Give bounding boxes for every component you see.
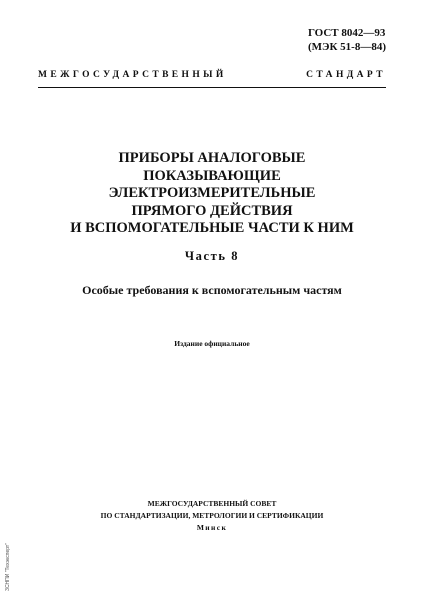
standard-number: ГОСТ 8042—93: [307, 27, 386, 39]
title-line: И ВСПОМОГАТЕЛЬНЫЕ ЧАСТИ К НИМ: [70, 220, 354, 236]
document-subtitle: Особые требования к вспомогательным частям: [82, 283, 342, 297]
standard-code-block: [308, 26, 386, 54]
document-title: [0, 150, 424, 238]
title-line: ПРЯМОГО ДЕЙСТВИЯ: [131, 202, 293, 219]
publisher-block: [0, 498, 424, 534]
title-line: ЭЛЕКТРОИЗМЕРИТЕЛЬНЫЕ: [108, 185, 316, 201]
iec-reference: (МЭК 51-8—84): [307, 41, 386, 53]
title-line: ПРИБОРЫ АНАЛОГОВЫЕ: [118, 150, 306, 166]
part-label: Часть 8: [184, 249, 240, 263]
publisher-line: ПО СТАНДАРТИЗАЦИИ, МЕТРОЛОГИИ И СЕРТИФИКАЦИИ: [100, 511, 324, 520]
publisher-city: Минск: [196, 523, 228, 532]
margin-stamp-text: ЗСНПИ "Техэксперт": [5, 543, 11, 592]
margin-stamp: [4, 538, 12, 596]
header-divider: [38, 87, 386, 88]
title-line: ПОКАЗЫВАЮЩИЕ: [143, 167, 281, 184]
standard-type-banner: МЕЖГОСУДАРСТВЕННЫЙ СТАНДАРТ: [38, 70, 386, 80]
edition-label: Издание официальное: [174, 339, 250, 348]
publisher-line: МЕЖГОСУДАРСТВЕННЫЙ СОВЕТ: [147, 499, 277, 508]
